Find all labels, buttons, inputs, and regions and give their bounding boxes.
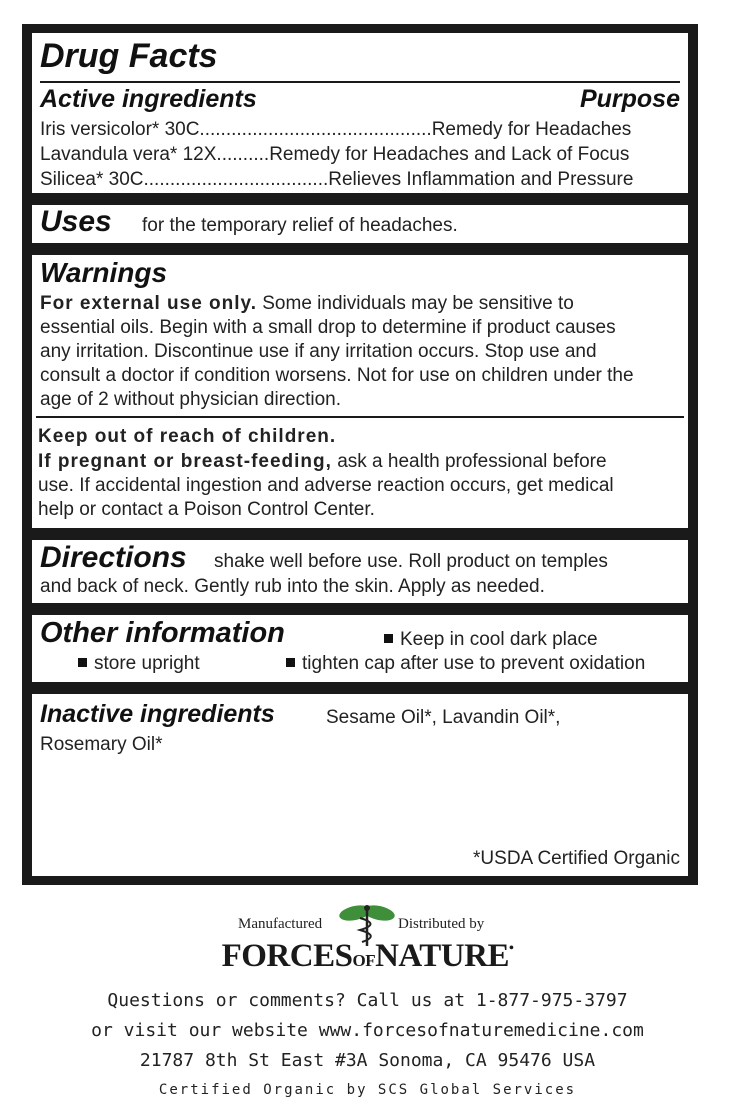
warnings-heading: Warnings [40, 257, 168, 288]
distributed-by-label: Distributed by [398, 916, 485, 932]
warning-line-4: consult a doctor if condition worsens. Not for use on children under the [40, 365, 634, 386]
directions-line-1: shake well before use. Roll product on temples [214, 551, 608, 572]
ingredient-row-iris: Iris versicolor* 30C............................................Remedy for Headaches [40, 119, 632, 140]
uses-text: for the temporary relief of headaches. [142, 215, 458, 236]
directions-heading: Directions [40, 541, 187, 574]
address-line: 21787 8th St East #3A Sonoma, CA 95476 USA [139, 1050, 596, 1071]
active-ingredients-heading: Active ingredients [40, 85, 257, 113]
inactive-ingredients-panel [32, 694, 688, 876]
keep-out-of-reach: Keep out of reach of children. [38, 426, 337, 447]
bullet-square-icon [78, 658, 87, 667]
drug-facts-frame [22, 24, 698, 885]
warnings-rule [36, 416, 684, 418]
directions-line-2: and back of neck. Gently rub into the skin. Apply as needed. [40, 576, 545, 597]
manufactured-label: Manufactured [238, 916, 323, 932]
ingredient-row-silicea: Silicea* 30C...................................Relieves Inflammation and Pressure [40, 169, 634, 190]
other-item-text: store upright [94, 653, 200, 674]
external-use-bold: For external use only. [40, 293, 257, 314]
warning-line-2: essential oils. Begin with a small drop to determine if product causes [40, 317, 616, 338]
purpose-heading: Purpose [579, 85, 680, 113]
other-information-heading: Other information [40, 617, 285, 649]
warning-line-5: age of 2 without physician direction. [40, 389, 342, 410]
inactive-line-2: Rosemary Oil* [40, 734, 163, 755]
bullet-square-icon [286, 658, 295, 667]
forces-of-nature-brand [0, 938, 735, 975]
pregnant-bold: If pregnant or breast-feeding, [38, 451, 332, 472]
brand-nature: NATURE [375, 938, 509, 974]
other-item-upright [78, 653, 200, 675]
brand-forces: FORCES [221, 938, 353, 974]
other-item-text: Keep in cool dark place [400, 629, 598, 650]
other-item-cool-dark [384, 629, 598, 651]
title-rule [40, 81, 680, 83]
warning-line-1 [40, 293, 574, 315]
directions-panel [32, 540, 688, 603]
inactive-line-1: Sesame Oil*, Lavandin Oil*, [326, 707, 561, 728]
warning-line-1-text: Some individuals may be sensitive to [256, 293, 574, 314]
brand-of: OF [352, 951, 376, 970]
uses-heading: Uses [40, 205, 112, 238]
website-line: or visit our website www.forcesofnaturemedicine.com [91, 1020, 644, 1041]
pregnant-line-1 [38, 451, 607, 473]
brand-registered-mark: • [508, 941, 514, 956]
usda-organic-note: *USDA Certified Organic [473, 848, 680, 869]
uses-panel [32, 205, 688, 243]
other-item-tighten-cap [286, 653, 645, 675]
ingredient-row-lavandula: Lavandula vera* 12X..........Remedy for Headaches and Lack of Focus [40, 144, 630, 165]
pregnant-line-2: use. If accidental ingestion and adverse reaction occurs, get medical [38, 475, 614, 496]
certified-organic-line: Certified Organic by SCS Global Services [158, 1082, 577, 1098]
pregnant-line-1-text: ask a health professional before [331, 451, 607, 472]
contact-phone-line: Questions or comments? Call us at 1-877-975-3797 [107, 990, 628, 1011]
bullet-square-icon [384, 634, 393, 643]
warning-line-3: any irritation. Discontinue use if any irritation occurs. Stop use and [40, 341, 597, 362]
inactive-ingredients-heading: Inactive ingredients [40, 700, 275, 728]
other-item-text: tighten cap after use to prevent oxidation [302, 653, 646, 674]
pregnant-line-3: help or contact a Poison Control Center. [38, 499, 375, 520]
other-information-panel [32, 615, 688, 682]
warnings-panel [32, 255, 688, 528]
drug-facts-title: Drug Facts [40, 37, 218, 75]
active-ingredients-panel [32, 33, 688, 193]
